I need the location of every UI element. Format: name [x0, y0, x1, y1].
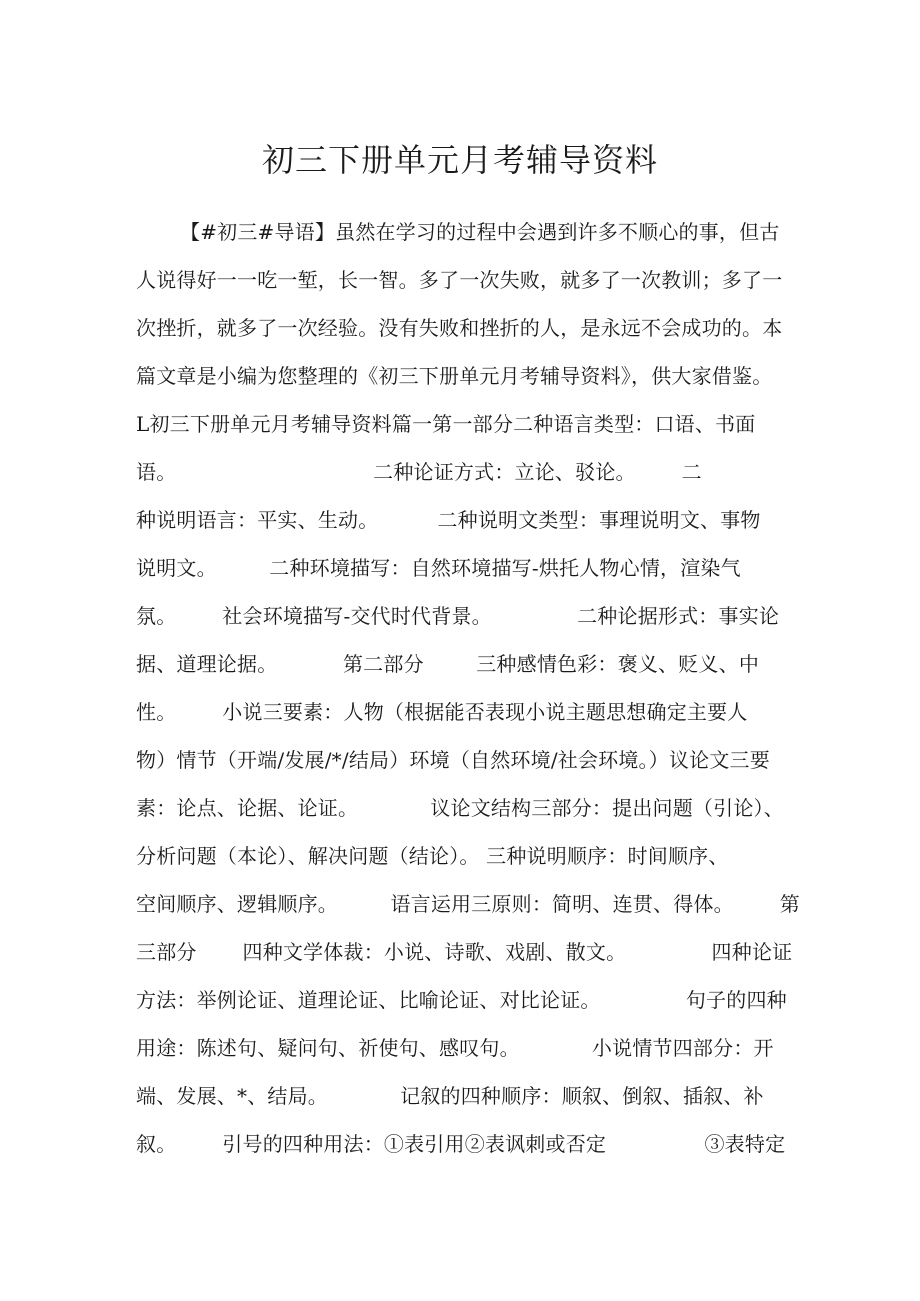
text-line-20: 叙。 引号的四种用法：①表引用②表讽刺或否定 ③表特定 — [136, 1132, 786, 1156]
text-line-7: 种说明语言：平实、生动。 二种说明文类型：事理说明文、事物 — [136, 508, 761, 532]
text-line-17: 方法：举例论证、道理论证、比喻论证、对比论证。 句子的四种 — [136, 988, 787, 1012]
text-line-4: 篇文章是小编为您整理的《初三下册单元月考辅导资料》，供大家借鉴。 — [136, 364, 773, 388]
text-line-5: L初三下册单元月考辅导资料篇一第一部分二种语言类型：口语、书面 — [136, 412, 756, 436]
text-line-13: 素：论点、论据、论证。 议论文结构三部分：提出问题（引论）、 — [136, 796, 784, 820]
text-line-15: 空间顺序、逻辑顺序。 语言运用三原则：简明、连贯、得体。 第 — [136, 892, 800, 916]
text-line-3: 次挫折，就多了一次经验。没有失败和挫折的人，是永远不会成功的。本 — [136, 316, 783, 340]
text-line-1: 【#初三#导语】虽然在学习的过程中会遇到许多不顺心的事，但古 — [180, 220, 780, 244]
page-title: 初三下册单元月考辅导资料 — [261, 141, 658, 179]
text-line-14: 分析问题（本论）、解决问题（结论）。 三种说明顺序：时间顺序、 — [136, 844, 729, 868]
text-line-19: 端、发展、*、结局。 记叙的四种顺序：顺叙、倒叙、插叙、补 — [136, 1084, 764, 1108]
text-line-6: 语。 二种论证方式：立论、驳论。 二 — [136, 460, 702, 484]
text-line-8: 说明文。 二种环境描写：自然环境描写-烘托人物心情，渲染气 — [136, 556, 741, 580]
text-line-2: 人说得好一一吃一堑，长一智。多了一次失败，就多了一次教训；多了一 — [136, 268, 783, 292]
text-line-12: 物）情节（开端/发展/*/结局）环境（自然环境/社会环境。）议论文三要 — [136, 748, 770, 772]
text-line-18: 用途：陈述句、疑问句、祈使句、感叹句。 小说情节四部分：开 — [136, 1036, 774, 1060]
text-line-11: 性。 小说三要素：人物（根据能否表现小说主题思想确定主要人 — [136, 700, 748, 724]
text-line-9: 氛。 社会环境描写-交代时代背景。 二种论据形式：事实论 — [136, 604, 780, 628]
text-line-16: 三部分 四种文学体裁：小说、诗歌、戏剧、散文。 四种论证 — [136, 940, 793, 964]
text-line-10: 据、道理论据。 第二部分 三种感情色彩：褒义、贬义、中 — [136, 652, 760, 676]
